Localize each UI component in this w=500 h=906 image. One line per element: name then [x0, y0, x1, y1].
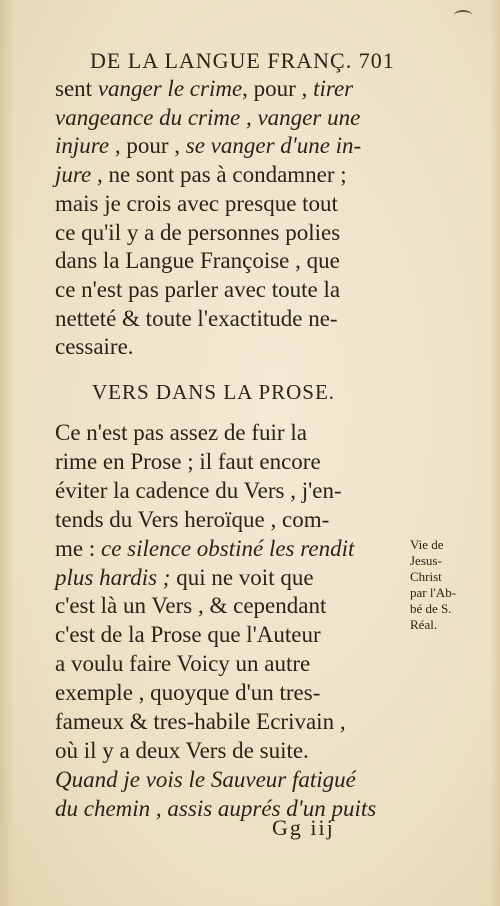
italic-text: plus hardis ; [55, 564, 171, 590]
text-run: mais je crois avec presque tout [55, 190, 338, 216]
text-run: , pour , [109, 133, 186, 159]
italic-text: injure [55, 133, 110, 159]
running-header: DE LA LANGUE FRANÇ. 701 [90, 48, 395, 73]
text-run: éviter la cadence du Vers , j'en- [55, 477, 342, 503]
text-run: dans la Langue Françoise , que [55, 248, 340, 274]
margin-note-line: par l'Ab- [410, 585, 457, 600]
page-edge-shadow [490, 0, 500, 906]
italic-text: vangeance du crime , vanger une [55, 104, 361, 130]
corner-mark [454, 10, 472, 20]
text-line [55, 334, 134, 360]
text-line [55, 738, 309, 764]
italic-text: Quand je vois le Sauveur fatigué [55, 766, 356, 792]
text-line [55, 191, 338, 217]
text-run: où il y a deux Vers de suite. [55, 737, 309, 763]
text-line [55, 162, 347, 188]
text-run: , ne sont pas à condamner ; [91, 162, 347, 188]
page-gutter-shadow [0, 0, 14, 906]
text-run: sent [55, 76, 98, 101]
text-line [55, 105, 360, 131]
text-line [55, 767, 356, 793]
text-line [55, 651, 310, 677]
text-line [55, 220, 340, 246]
text-run: ce n'est pas parler avec toute la [55, 276, 341, 302]
margin-note-line: Réal. [410, 617, 438, 632]
italic-text: se vanger d'une in- [185, 133, 362, 159]
margin-note-line: Vie de [410, 537, 444, 552]
text-line [55, 622, 321, 648]
text-line [55, 536, 354, 562]
text-line [55, 76, 353, 102]
text-run: cessaire. [55, 334, 134, 360]
margin-note-line: bé de S. [410, 601, 452, 616]
text-run: qui ne voit que [170, 564, 314, 590]
text-line [55, 277, 340, 303]
text-run: , pour , [242, 76, 314, 101]
text-line [55, 709, 346, 735]
text-line [55, 565, 314, 591]
margin-note-line: Jesus- [410, 553, 442, 568]
text-run: me : [55, 535, 101, 561]
text-line [55, 449, 321, 475]
margin-note-line: Christ [410, 569, 442, 584]
text-line [55, 306, 338, 332]
section-heading: VERS DANS LA PROSE. [92, 380, 336, 404]
margin-note [410, 537, 480, 633]
text-run: fameux & tres-habile Ecrivain , [55, 709, 346, 734]
text-run: ce qu'il y a de personnes polies [55, 219, 341, 245]
text-run: Ce n'est pas assez de fuir la [55, 420, 307, 445]
text-line [55, 593, 326, 619]
text-run: rime en Prose ; il faut encore [55, 448, 321, 474]
italic-text: du chemin , assis auprés d'un puits [55, 795, 377, 821]
text-line [55, 420, 307, 446]
italic-text: jure [55, 162, 92, 188]
italic-text: vanger le crime [97, 76, 243, 101]
signature-mark: Gg iij [272, 815, 335, 840]
text-line [55, 680, 320, 706]
text-run: c'est là un Vers , & cependant [55, 593, 327, 619]
text-line [55, 478, 342, 504]
text-run: tends du Vers heroïque , com- [55, 506, 330, 532]
text-run: exemple , quoyque d'un tres- [55, 680, 321, 706]
text-line [55, 133, 361, 159]
text-run: netteté & toute l'exactitude ne- [55, 305, 338, 331]
text-run: c'est de la Prose que l'Auteur [55, 622, 321, 648]
text-line [55, 507, 329, 533]
italic-text: ce silence obstiné les rendit [101, 535, 355, 561]
text-run: a voulu faire Voicy un autre [55, 651, 311, 677]
text-line [55, 248, 340, 274]
italic-text: tirer [313, 76, 354, 101]
